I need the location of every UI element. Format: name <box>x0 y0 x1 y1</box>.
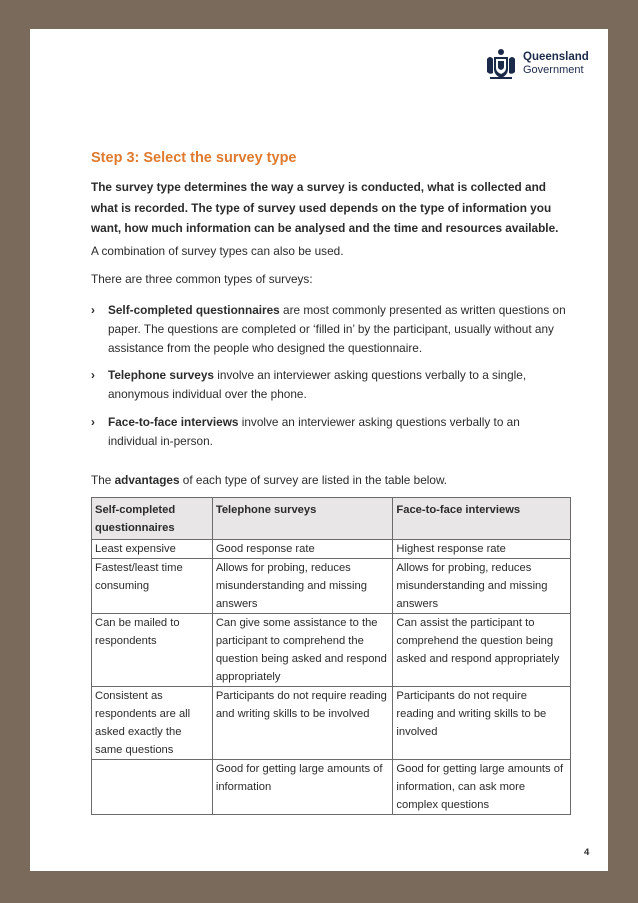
list-item <box>91 301 571 357</box>
survey-advantages-table <box>91 497 571 815</box>
table-cell: Participants do not require reading and writing skills to be involved <box>212 687 393 760</box>
chevron-right-icon: › <box>91 303 95 317</box>
table-row <box>92 559 571 614</box>
table-cell: Can assist the participant to comprehend the question being asked and respond appropriately <box>393 614 571 687</box>
queensland-government-logo <box>485 47 589 81</box>
list-item-text: involve an interviewer asking questions verbally to an individual in-person. <box>108 414 520 448</box>
table-cell: Good for getting large amounts of information <box>212 760 393 815</box>
intro-paragraph: The survey type determines the way a survey is conducted, what is collected and what is recorded. The type of survey used depends on the type of information you want, how much information can be analysed and the time and resources available. <box>91 180 559 235</box>
survey-types-list <box>91 301 571 460</box>
table-cell: Consistent as respondents are all asked exactly the same questions <box>92 687 213 760</box>
list-item-term: Face-to-face interviews <box>108 414 239 429</box>
list-item-text: involve an interviewer asking questions verbally to a single, anonymous individual over the phone. <box>108 368 527 402</box>
table-cell <box>92 760 213 815</box>
table-cell: Least expensive <box>92 540 213 559</box>
logo-line-1: Queensland <box>523 51 589 63</box>
list-item-text: are most commonly presented as written questions on paper. The questions are completed or ‘filled in’ by the participant, usually without any assistance from the people who designed the questionnaire. <box>108 303 566 355</box>
table-cell: Can give some assistance to the participant to comprehend the question being asked and respond appropriately <box>212 614 393 687</box>
column-header: Self-completed questionnaires <box>92 498 213 540</box>
table-cell: Allows for probing, reduces misunderstanding and missing answers <box>393 559 571 614</box>
queensland-crest-icon <box>485 47 517 81</box>
table-row <box>92 614 571 687</box>
table-cell: Good for getting large amounts of information, can ask more complex questions <box>393 760 571 815</box>
table-cell: Can be mailed to respondents <box>92 614 213 687</box>
table-cell: Participants do not require reading and writing skills to be involved <box>393 687 571 760</box>
combination-paragraph: A combination of survey types can also be used. <box>91 244 344 258</box>
section-heading: Step 3: Select the survey type <box>91 150 297 166</box>
table-row <box>92 540 571 559</box>
document-page <box>30 29 608 871</box>
advantages-after: of each type of survey are listed in the table below. <box>179 473 448 487</box>
page-number: 4 <box>584 847 590 858</box>
column-header: Face-to-face interviews <box>393 498 571 540</box>
types-intro-paragraph: There are three common types of surveys: <box>91 272 313 286</box>
table-header-row <box>92 498 571 540</box>
column-header: Telephone surveys <box>212 498 393 540</box>
logo-text <box>523 51 589 77</box>
table-cell: Fastest/least time consuming <box>92 559 213 614</box>
table-row <box>92 687 571 760</box>
logo-line-2: Government <box>523 64 584 76</box>
advantages-bold: advantages <box>114 473 180 487</box>
advantages-paragraph <box>91 470 571 490</box>
chevron-right-icon: › <box>91 414 95 429</box>
advantages-before: The <box>91 473 115 487</box>
list-item-term: Self-completed questionnaires <box>108 303 280 317</box>
list-item <box>91 366 571 404</box>
table-cell: Good response rate <box>212 540 393 559</box>
list-item <box>91 413 571 451</box>
chevron-right-icon: › <box>91 368 95 383</box>
table-cell: Highest response rate <box>393 540 571 559</box>
table-cell: Allows for probing, reduces misunderstanding and missing answers <box>212 559 393 614</box>
table-row <box>92 760 571 815</box>
list-item-term: Telephone surveys <box>108 368 214 383</box>
